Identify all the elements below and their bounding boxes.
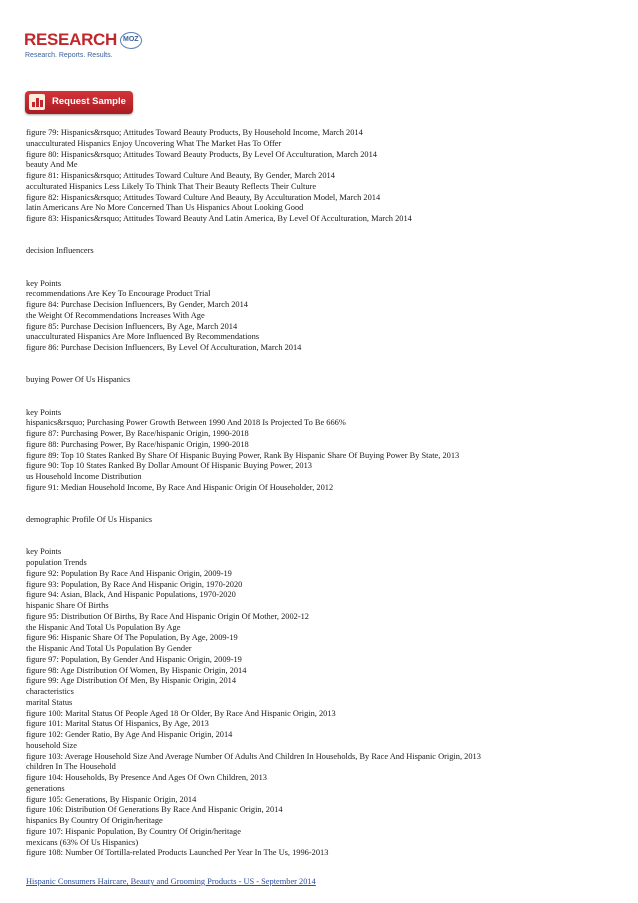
toc-line: figure 104: Households, By Presence And Ages Of Own Children, 2013 — [26, 773, 267, 782]
logo-badge-icon — [120, 32, 142, 49]
researchmoz-logo[interactable] — [24, 30, 144, 64]
blank-line — [26, 354, 616, 365]
toc-line: figure 85: Purchase Decision Influencers, By Age, March 2014 — [26, 321, 238, 331]
toc-line: figure 80: Hispanics&rsquo; Attitudes Toward Beauty Products, By Level Of Acculturation, March 2014 — [26, 149, 377, 159]
toc-line: figure 100: Marital Status Of People Aged 18 Or Older, By Race And Hispanic Origin, 2013 — [26, 708, 336, 718]
toc-line: generations — [26, 783, 65, 793]
toc-line: buying Power Of Us Hispanics — [26, 375, 131, 385]
toc-line: figure 99: Age Distribution Of Men, By Hispanic Origin, 2014 — [26, 676, 237, 686]
toc-line: recommendations Are Key To Encourage Product Trial — [26, 289, 211, 299]
toc-line: figure 96: Hispanic Share Of The Population, By Age, 2009-19 — [26, 633, 238, 643]
toc-line: latin Americans Are No More Concerned Than Us Hispanics About Looking Good — [26, 203, 304, 213]
chart-icon-bar — [40, 100, 43, 107]
toc-line: the Weight Of Recommendations Increases With Age — [26, 310, 205, 320]
logo-tagline: Research. Reports. Results. — [25, 52, 113, 59]
blank-line — [26, 365, 616, 376]
toc-line: decision Influencers — [26, 246, 94, 256]
toc-line: children In The Household — [26, 762, 116, 772]
toc-line: key Points — [26, 278, 62, 288]
toc-line: figure 89: Top 10 States Ranked By Share Of Hispanic Buying Power, Rank By Hispanic Share Of Buying Power By State, 2013 — [26, 450, 460, 460]
toc-line: figure 93: Population, By Race And Hispanic Origin, 1970-2020 — [26, 579, 243, 589]
toc-line: figure 108: Number Of Tortilla-related Products Launched Per Year In The Us, 1996-2013 — [26, 848, 329, 858]
toc-line: beauty And Me — [26, 160, 78, 170]
toc-line: household Size — [26, 740, 77, 750]
blank-line — [26, 494, 616, 505]
toc-line: us Household Income Distribution — [26, 472, 142, 481]
toc-line: figure 101: Marital Status Of Hispanics, By Age, 2013 — [26, 719, 209, 729]
toc-line: figure 83: Hispanics&rsquo; Attitudes Toward Beauty And Latin America, By Level Of Acculturation, March 2014 — [26, 214, 412, 223]
toc-line: the Hispanic And Total Us Population By Age — [26, 622, 181, 632]
blank-line — [26, 257, 616, 268]
blank-line — [26, 236, 616, 247]
footer-report-link[interactable]: Hispanic Consumers Haircare, Beauty and Grooming Products - US - September 2014 — [26, 877, 316, 886]
toc-line: acculturated Hispanics Less Likely To Think That Their Beauty Reflects Their Culture — [26, 181, 317, 191]
toc-line: figure 97: Population, By Gender And Hispanic Origin, 2009-19 — [26, 654, 242, 664]
toc-line: figure 87: Purchasing Power, By Race/hispanic Origin, 1990-2018 — [26, 429, 249, 438]
toc-line: demographic Profile Of Us Hispanics — [26, 515, 153, 524]
blank-line — [26, 537, 616, 548]
toc-line: mexicans (63% Of Us Hispanics) — [26, 837, 139, 847]
toc-line: figure 82: Hispanics&rsquo; Attitudes Toward Culture And Beauty, By Acculturation Model, March 2014 — [26, 192, 381, 202]
toc-line: the Hispanic And Total Us Population By Gender — [26, 644, 192, 653]
toc-line: figure 106: Distribution Of Generations By Race And Hispanic Origin, 2014 — [26, 805, 283, 815]
toc-line: hispanics&rsquo; Purchasing Power Growth Between 1990 And 2018 Is Projected To Be 666% — [26, 418, 346, 428]
toc-line: marital Status — [26, 697, 73, 707]
toc-line: figure 98: Age Distribution Of Women, By Hispanic Origin, 2014 — [26, 665, 247, 675]
blank-line — [26, 386, 616, 397]
toc-line: figure 90: Top 10 States Ranked By Dollar Amount Of Hispanic Buying Power, 2013 — [26, 461, 312, 471]
toc-line: figure 103: Average Household Size And Average Number Of Adults And Children In Households, By Race And Hispanic Origin, 2013 — [26, 751, 481, 761]
toc-line: figure 79: Hispanics&rsquo; Attitudes Toward Beauty Products, By Household Income, March 2014 — [26, 128, 363, 137]
toc-line: hispanics By Country Of Origin/heritage — [26, 816, 163, 825]
blank-line — [26, 225, 616, 236]
toc-line: population Trends — [26, 558, 87, 567]
toc-line: key Points — [26, 547, 62, 557]
toc-line: key Points — [26, 407, 62, 417]
blank-line — [26, 504, 616, 515]
logo-badge-text: MOZ — [123, 36, 139, 43]
chart-icon — [29, 94, 45, 110]
toc-line: figure 92: Population By Race And Hispanic Origin, 2009-19 — [26, 568, 232, 578]
request-sample-label: Request Sample — [52, 96, 126, 107]
blank-line — [26, 397, 616, 408]
toc-line: figure 94: Asian, Black, And Hispanic Populations, 1970-2020 — [26, 590, 236, 600]
blank-line — [26, 526, 616, 537]
logo-wordmark: RESEARCH — [24, 30, 118, 49]
toc-line: unacculturated Hispanics Enjoy Uncovering What The Market Has To Offer — [26, 138, 282, 148]
toc-line: figure 107: Hispanic Population, By Country Of Origin/heritage — [26, 826, 241, 836]
toc-line: hispanic Share Of Births — [26, 601, 109, 610]
chart-icon-bar — [32, 102, 35, 107]
toc-content — [26, 128, 616, 859]
toc-line: figure 86: Purchase Decision Influencers, By Level Of Acculturation, March 2014 — [26, 343, 302, 352]
request-sample-button[interactable] — [25, 91, 133, 114]
toc-line: figure 102: Gender Ratio, By Age And Hispanic Origin, 2014 — [26, 730, 233, 739]
toc-line: figure 88: Purchasing Power, By Race/hispanic Origin, 1990-2018 — [26, 439, 249, 449]
chart-icon-bar — [36, 98, 39, 107]
toc-line: figure 84: Purchase Decision Influencers, By Gender, March 2014 — [26, 300, 248, 309]
toc-line: figure 95: Distribution Of Births, By Race And Hispanic Origin Of Mother, 2002-12 — [26, 611, 309, 621]
toc-line: unacculturated Hispanics Are More Influenced By Recommendations — [26, 332, 260, 342]
toc-line: figure 91: Median Household Income, By Race And Hispanic Origin Of Householder, 2012 — [26, 482, 334, 492]
toc-line: figure 81: Hispanics&rsquo; Attitudes Toward Culture And Beauty, By Gender, March 2014 — [26, 171, 335, 180]
blank-line — [26, 268, 616, 279]
toc-line: figure 105: Generations, By Hispanic Origin, 2014 — [26, 794, 197, 804]
toc-line: characteristics — [26, 687, 74, 696]
